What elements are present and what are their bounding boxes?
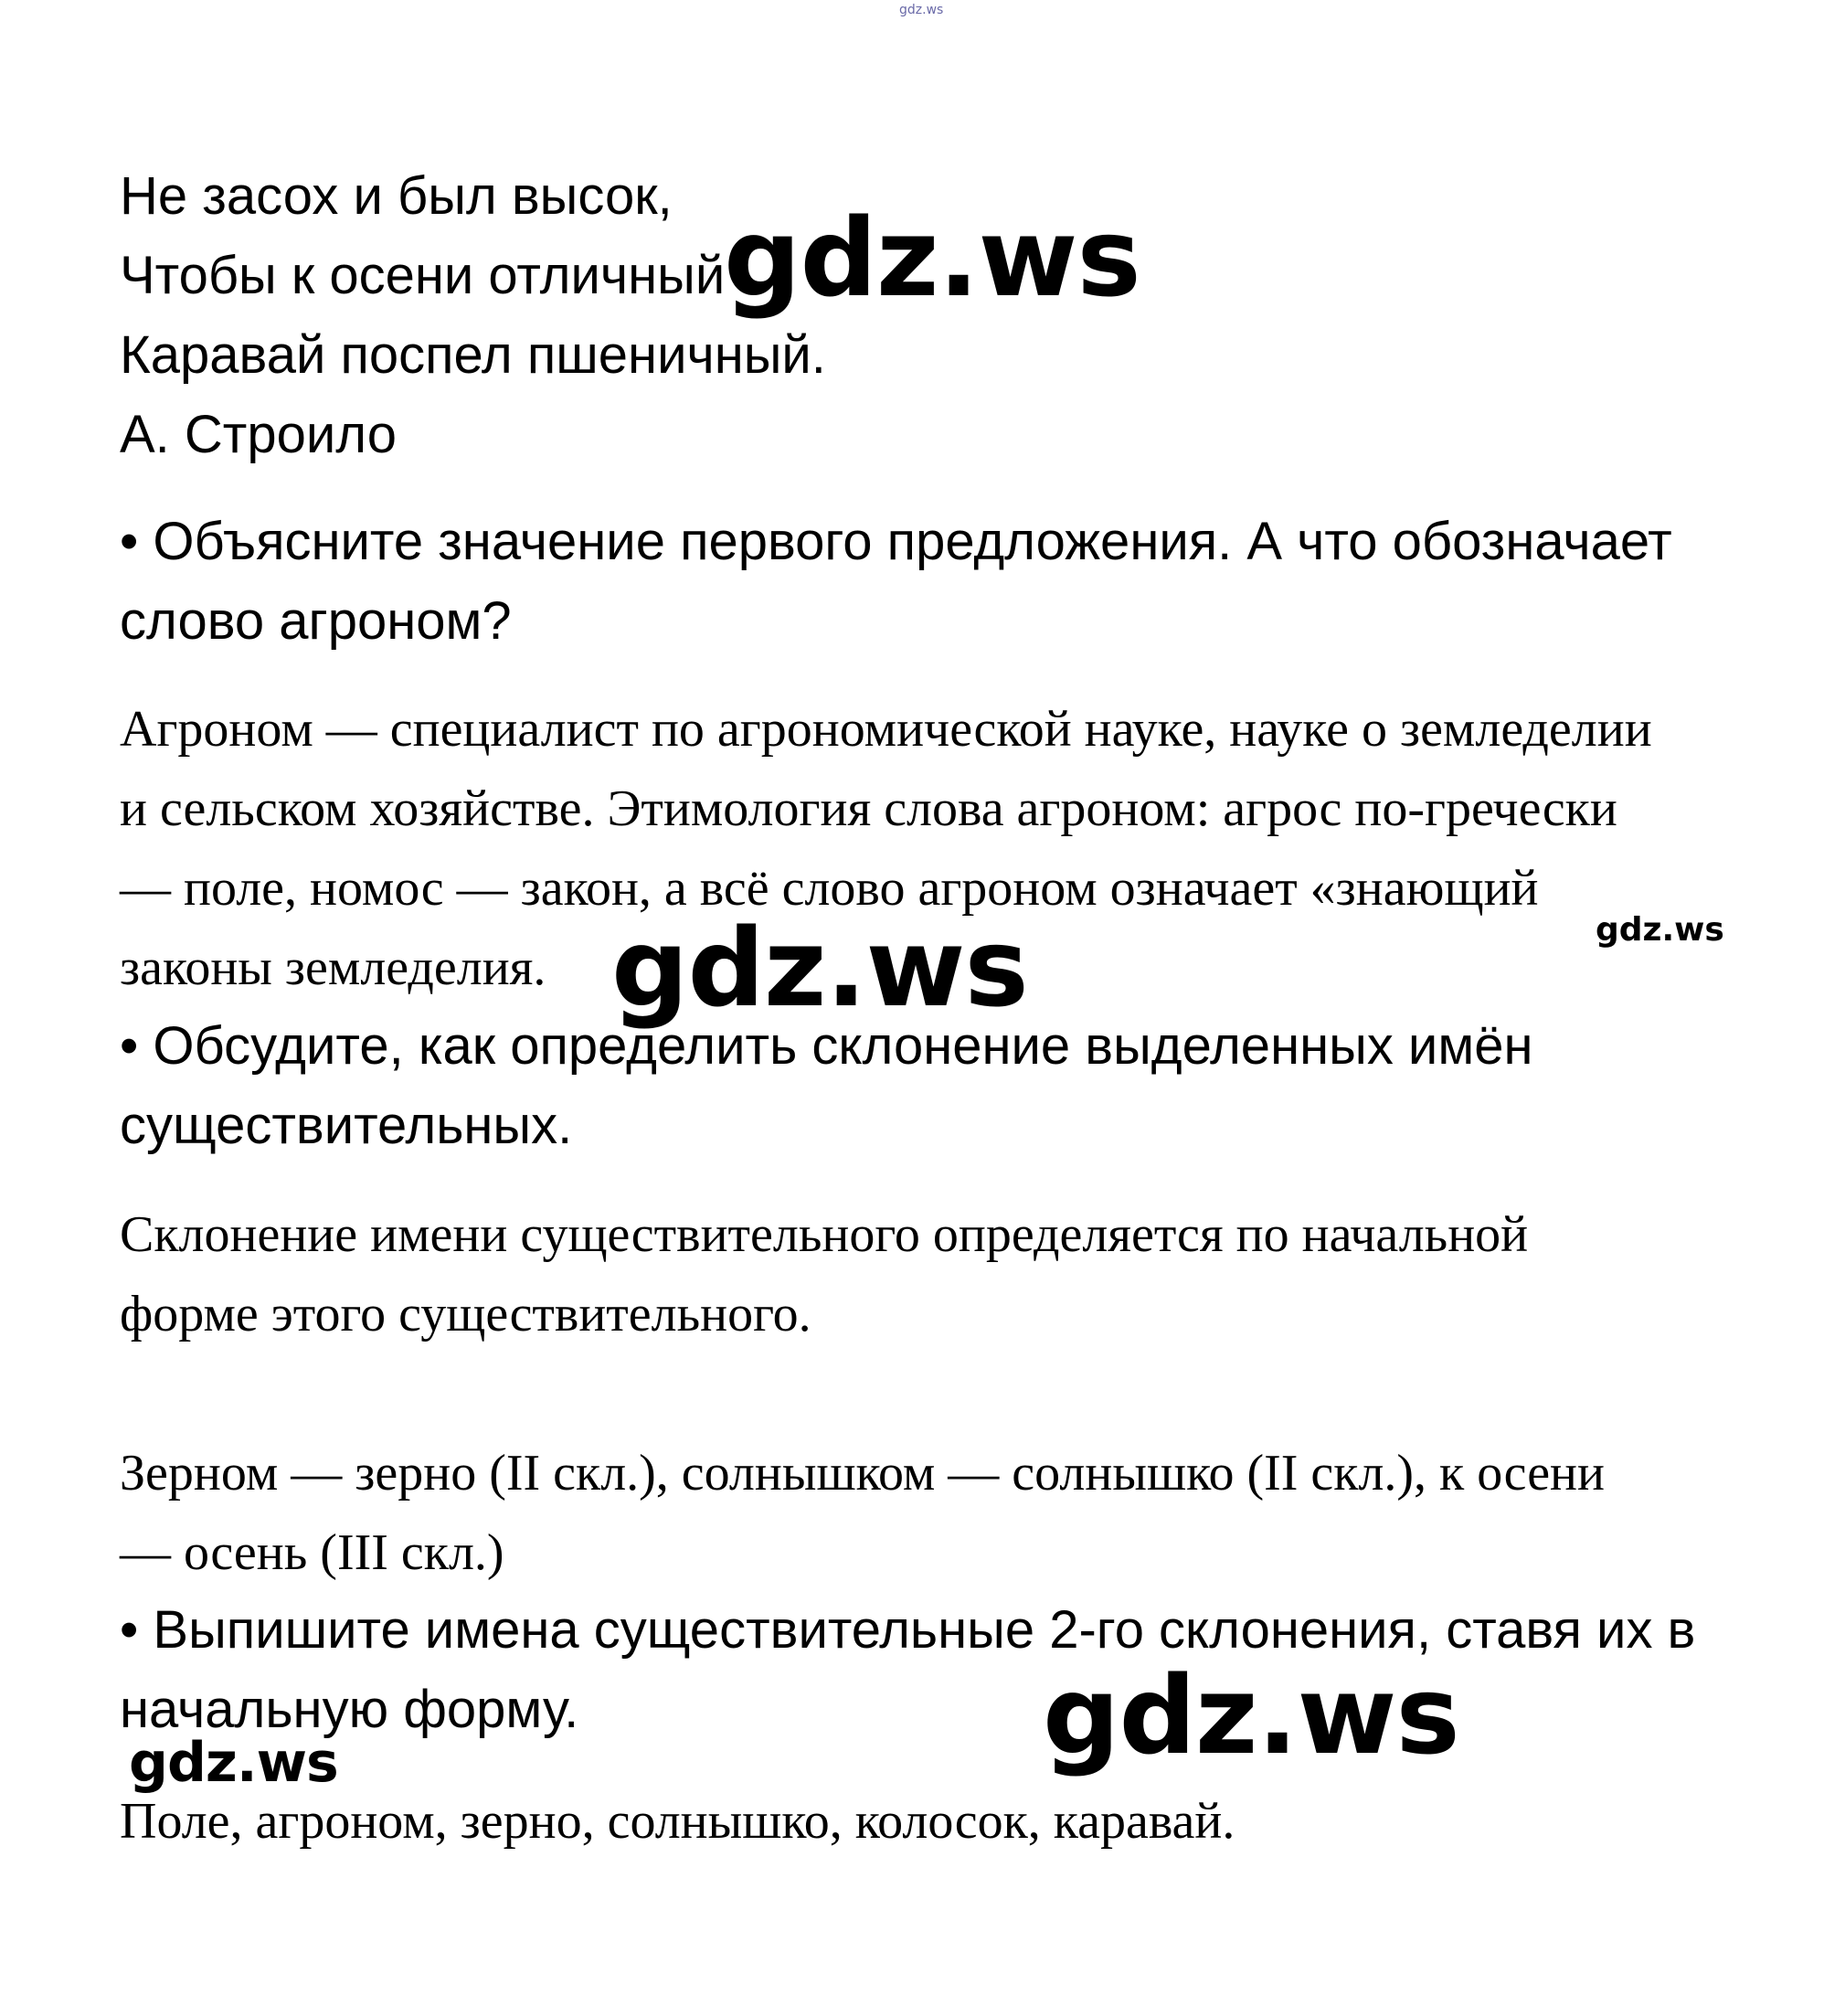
watermark-large-2: gdz.ws [611, 905, 1028, 1031]
task-2-line-2: существительных. [120, 1096, 573, 1155]
answer-3-line-1: Зерном — зерно (II скл.), солнышком — солнышко (II скл.), к осени [120, 1445, 1605, 1501]
task-3-line-2: начальную форму. [120, 1680, 579, 1739]
answer-2-line-2: форме этого существительного. [120, 1286, 811, 1342]
answer-1-line-4: законы земледелия. [120, 939, 546, 996]
poem-line-2: Чтобы к осени отличный [120, 246, 726, 305]
answer-4-line-1: Поле, агроном, зерно, солнышко, колосок, каравай. [120, 1793, 1235, 1850]
answer-2-line-1: Склонение имени существительного определяется по начальной [120, 1206, 1529, 1263]
watermark-small-right: gdz.ws [1596, 911, 1724, 949]
watermark-medium-left: gdz.ws [129, 1731, 338, 1795]
answer-3-line-2: — осень (III скл.) [120, 1524, 504, 1581]
task-1-line-1: • Объясните значение первого предложения. А что обозначает [120, 512, 1672, 571]
poem-line-1: Не засох и был высок, [120, 166, 673, 226]
task-2-line-1: • Обсудите, как определить склонение выделенных имён [120, 1016, 1533, 1076]
task-3-line-1: • Выпишите имена существительные 2-го склонения, ставя их в [120, 1600, 1696, 1660]
top-watermark: gdz.ws [899, 3, 944, 17]
answer-1-line-3: — поле, номос — закон, а всё слово агроном означает «знающий [120, 860, 1539, 917]
answer-1-line-2: и сельском хозяйстве. Этимология слова агроном: агрос по-гречески [120, 780, 1617, 837]
poem-author: А. Строило [120, 405, 398, 464]
poem-line-3: Каравай поспел пшеничный. [120, 325, 826, 385]
task-1-line-2: слово агроном? [120, 591, 512, 651]
watermark-large-1: gdz.ws [724, 195, 1140, 321]
watermark-large-3: gdz.ws [1043, 1652, 1459, 1778]
answer-1-line-1: Агроном — специалист по агрономической науке, науке о земледелии [120, 701, 1652, 758]
